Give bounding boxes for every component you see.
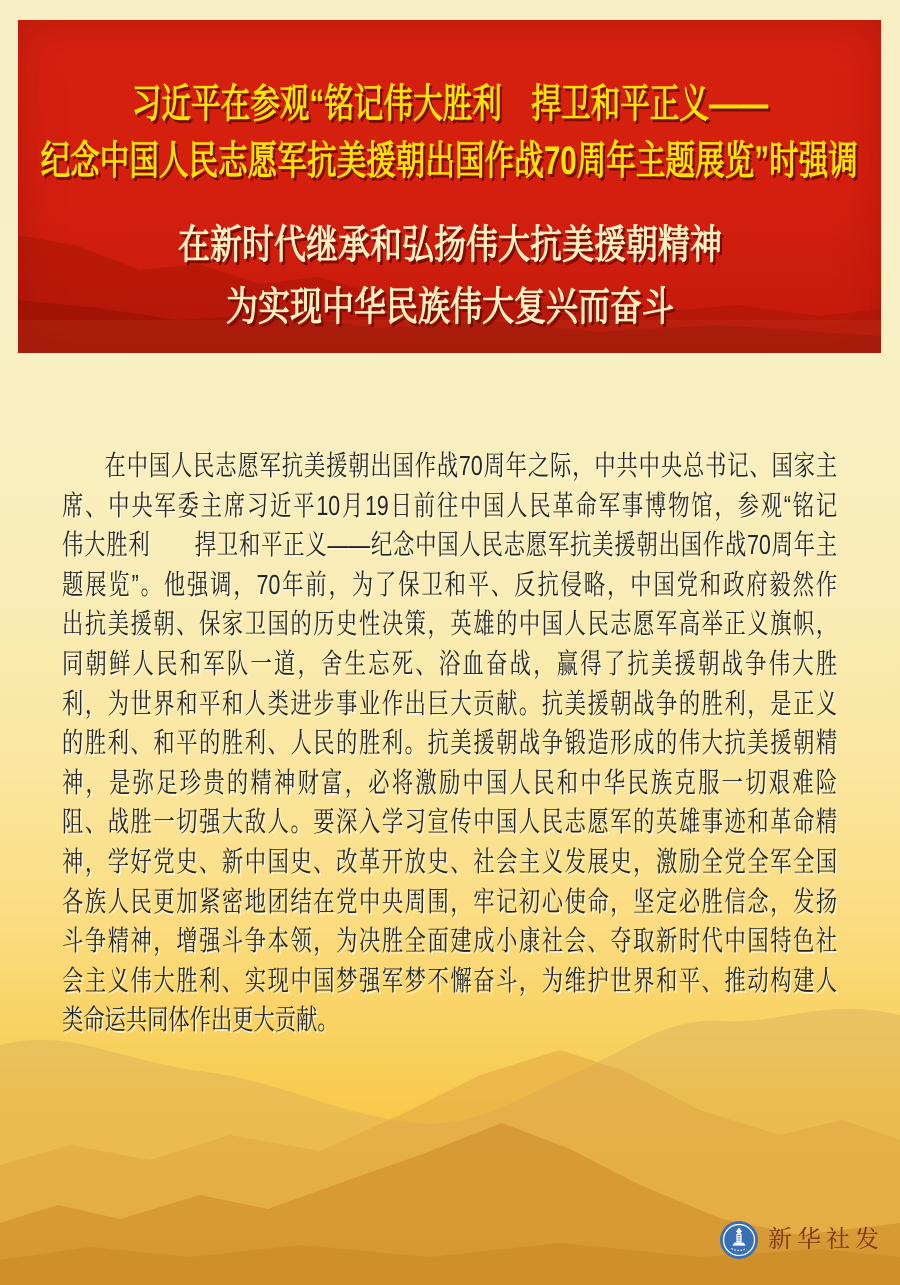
- xinhua-logo-icon: [719, 1220, 759, 1260]
- article-line: 各族人民更加紧密地团结在党中央周围，牢记初心使命，坚定必胜信念，发扬: [62, 885, 838, 917]
- article-line: 利，为世界和平和人类进步事业作出巨大贡献。抗美援朝战争的胜利，是正义: [62, 687, 838, 719]
- article-line: 的胜利、和平的胜利、人民的胜利。抗美援朝战争锻造形成的伟大抗美援朝精: [62, 727, 838, 759]
- banner-title-line1-row: [18, 84, 881, 124]
- article-line: 神，学好党史、新中国史、改革开放史、社会主义发展史，激励全党全军全国: [62, 845, 838, 877]
- article-line: 出抗美援朝、保家卫国的历史性决策，英雄的中国人民志愿军高举正义旗帜，: [62, 608, 838, 640]
- banner-title-line2: 纪念中国人民志愿军抗美援朝出国作战70周年主题展览”时强调: [40, 139, 859, 183]
- article-line: 神，是弥足珍贵的精神财富，必将激励中国人民和中华民族克服一切艰难险: [62, 766, 838, 798]
- article-line: 席、中央军委主席习近平10月19日前往中国人民革命军事博物馆，参观“铭记: [62, 489, 838, 521]
- article-body: [62, 446, 837, 1040]
- banner-subtitle-line2-row: [18, 287, 881, 327]
- header-banner: [18, 20, 881, 353]
- article-line: 阻、战胜一切强大敌人。要深入学习宣传中国人民志愿军的英雄事迹和革命精: [62, 806, 838, 838]
- article-line: 斗争精神，增强斗争本领，为决胜全面建成小康社会、夺取新时代中国特色社: [62, 925, 838, 957]
- credit-block: [719, 1220, 884, 1260]
- article-line: 伟大胜利 捍卫和平正义——纪念中国人民志愿军抗美援朝出国作战70周年主: [62, 529, 838, 561]
- banner-subtitle-line2: 为实现中华民族伟大复兴而奋斗: [225, 285, 674, 329]
- article-line: 在中国人民志愿军抗美援朝出国作战70周年之际，中共中央总书记、国家主: [104, 450, 838, 481]
- article-line: 同朝鲜人民和军队一道，舍生忘死、浴血奋战，赢得了抗美援朝战争伟大胜: [62, 647, 838, 679]
- credit-label: 新华社发: [768, 1226, 884, 1253]
- article-line: 会主义伟大胜利、实现中国梦强军梦不懈奋斗，为维护世界和平、推动构建人: [62, 964, 838, 996]
- banner-title-line2-row: [18, 141, 881, 181]
- banner-title-line1: 习近平在参观“铭记伟大胜利 捍卫和平正义——: [131, 82, 768, 126]
- banner-subtitle-line1: 在新时代继承和弘扬伟大抗美援朝精神: [177, 223, 722, 267]
- article-line: 题展览”。他强调，70年前，为了保卫和平、反抗侵略，中国党和政府毅然作: [62, 568, 838, 600]
- banner-subtitle-line1-row: [18, 225, 881, 265]
- article-line: 类命运共同体作出更大贡献。: [62, 1004, 339, 1036]
